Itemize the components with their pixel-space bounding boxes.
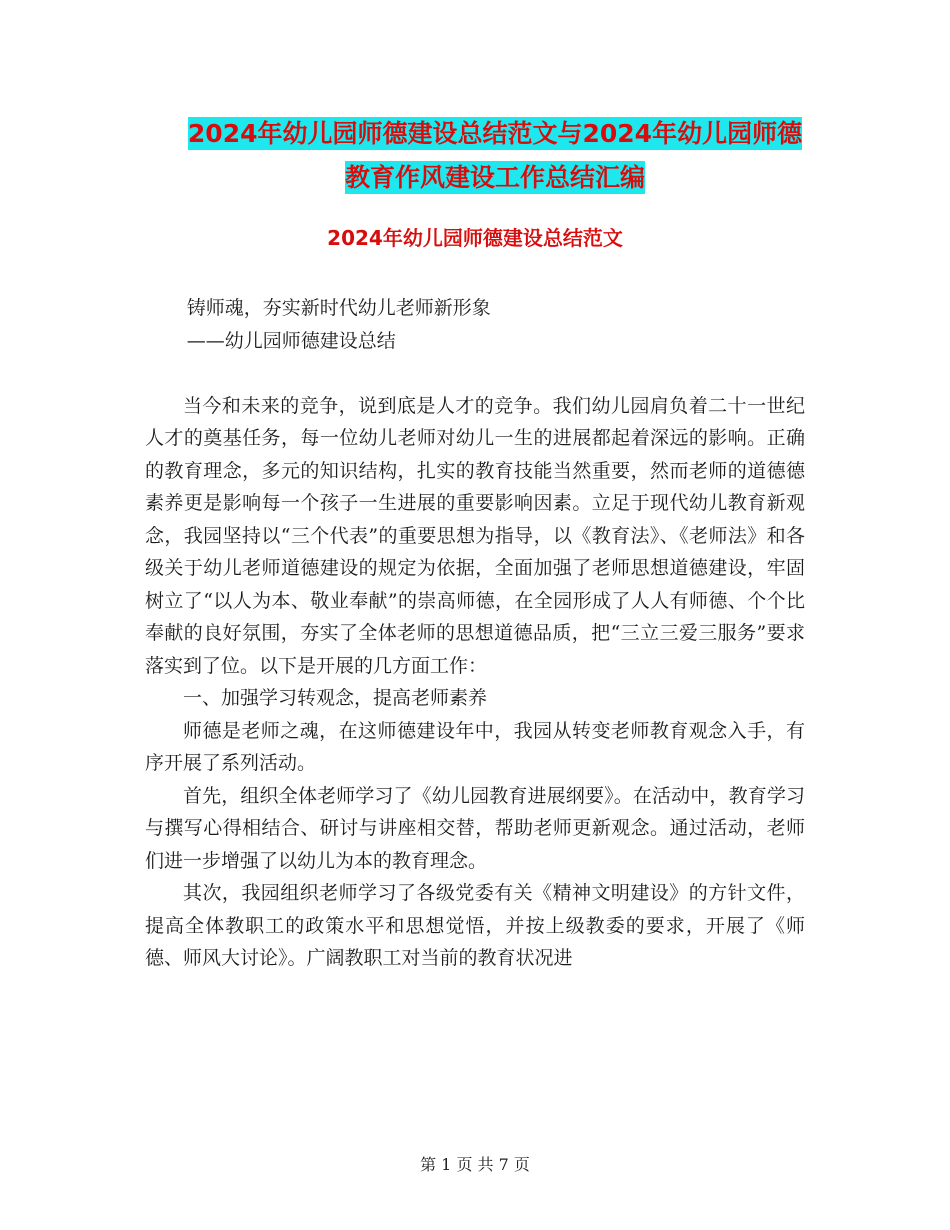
intro-line: ——幼儿园师德建设总结 (186, 329, 396, 352)
paragraph: 当今和未来的竞争，说到底是人才的竞争。我们幼儿园肩负着二十一世纪人才的奠基任务，每一位幼儿老师对幼儿一生的进展都起着深远的影响。正确的教育理念，多元的知识结构，扎实的教育技能当然重要，然而老师的道德德素养更是影响每一个孩子一生进展的重要影响因素。立足于现代幼儿教育新观念，我园坚持以“三个代表”的重要思想为指导，以《教育法》、《老师法》和各级关于幼儿老师道德建设的规定为依据，全面加强了老师思想道德建设，牢固树立了“以人为本、敬业奉献”的崇高师德，在全园形成了人人有师德、个个比奉献的良好氛围，夯实了全体老师的思想道德品质，把“三立三爱三服务”要求落实到了位。以下是开展的几方面工作： (145, 394, 805, 677)
document-title (140, 112, 850, 200)
paragraph: 首先，组织全体老师学习了《幼儿园教育进展纲要》。在活动中，教育学习与撰写心得相结合、研讨与讲座相交替，帮助老师更新观念。通过活动，老师们进一步增强了以幼儿为本的教育理念。 (145, 784, 805, 872)
paragraph: 师德是老师之魂，在这师德建设年中，我园从转变老师教育观念入手，有序开展了系列活动。 (145, 719, 805, 774)
blank-line (145, 357, 805, 390)
intro-line: 铸师魂，夯实新时代幼儿老师新形象 (186, 297, 491, 319)
page-number: 第 1 页 共 7 页 (420, 1155, 530, 1174)
section-title: 2024年幼儿园师德建设总结范文 (327, 226, 623, 250)
title-line-1: 2024年幼儿园师德建设总结范文与2024年幼儿园师德 (187, 119, 803, 148)
document-body (145, 292, 805, 975)
paragraph: 其次，我园组织老师学习了各级党委有关《精神文明建设》的方针文件，提高全体教职工的政策水平和思想觉悟，并按上级教委的要求，开展了《师德、师风大讨论》。广阔教职工对当前的教育状况进 (145, 882, 805, 969)
paragraph: 一、加强学习转观念，提高老师素养 (183, 687, 488, 709)
title-line-2: 教育作风建设工作总结汇编 (344, 163, 645, 192)
